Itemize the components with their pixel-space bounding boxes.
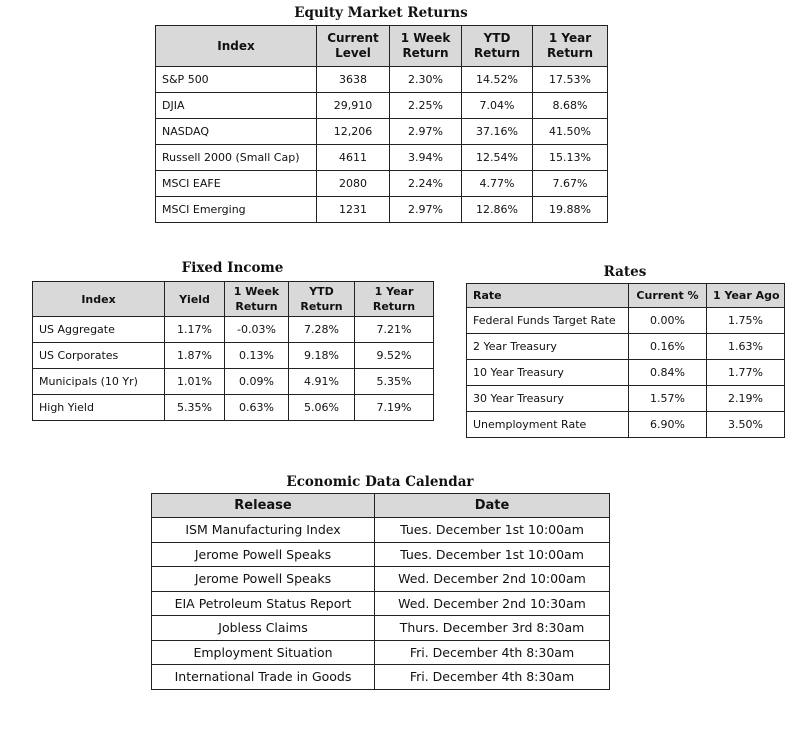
equity-index-name: S&P 500 — [156, 67, 317, 93]
table-row — [152, 518, 610, 543]
equity-week-return: 2.97% — [390, 197, 462, 223]
equity-week-return: 2.25% — [390, 93, 462, 119]
fixed-income-ytd-return: 9.18% — [289, 343, 355, 369]
equity-header-row — [156, 26, 608, 67]
equity-index-name: DJIA — [156, 93, 317, 119]
fixed-income-header-row — [33, 282, 434, 317]
equity-header: YTD Return — [462, 26, 533, 67]
fixed-income-yield: 1.01% — [165, 369, 225, 395]
equity-ytd-return: 12.86% — [462, 197, 533, 223]
calendar-release: ISM Manufacturing Index — [152, 518, 375, 543]
table-row — [152, 640, 610, 665]
fixed-income-year-return: 5.35% — [355, 369, 434, 395]
economic-calendar-table — [151, 493, 610, 690]
equity-index-name: MSCI EAFE — [156, 171, 317, 197]
table-row — [152, 542, 610, 567]
calendar-release: Jobless Claims — [152, 616, 375, 641]
calendar-release: Jerome Powell Speaks — [152, 567, 375, 592]
table-row — [152, 591, 610, 616]
table-row — [152, 665, 610, 690]
equity-header: Current Level — [317, 26, 390, 67]
calendar-date: Fri. December 4th 8:30am — [375, 665, 610, 690]
fixed-income-ytd-return: 7.28% — [289, 317, 355, 343]
rate-current: 1.57% — [629, 386, 707, 412]
calendar-header-row — [152, 494, 610, 518]
rate-name: Unemployment Rate — [467, 412, 629, 438]
equity-year-return: 19.88% — [533, 197, 608, 223]
calendar-release: Jerome Powell Speaks — [152, 542, 375, 567]
fixed-income-table — [32, 281, 434, 421]
fixed-income-header: 1 Week Return — [225, 282, 289, 317]
fixed-income-header: Index — [33, 282, 165, 317]
fixed-income-week-return: 0.09% — [225, 369, 289, 395]
equity-current-level: 3638 — [317, 67, 390, 93]
equity-index-name: Russell 2000 (Small Cap) — [156, 145, 317, 171]
fixed-income-index-name: US Aggregate — [33, 317, 165, 343]
calendar-release: EIA Petroleum Status Report — [152, 591, 375, 616]
fixed-income-yield: 1.17% — [165, 317, 225, 343]
calendar-date: Tues. December 1st 10:00am — [375, 542, 610, 567]
equity-current-level: 4611 — [317, 145, 390, 171]
table-row — [467, 412, 785, 438]
table-row — [156, 93, 608, 119]
rate-current: 0.16% — [629, 334, 707, 360]
rate-current: 0.00% — [629, 308, 707, 334]
calendar-title: Economic Data Calendar — [286, 474, 474, 490]
table-row — [467, 334, 785, 360]
fixed-income-yield: 1.87% — [165, 343, 225, 369]
equity-week-return: 3.94% — [390, 145, 462, 171]
rate-year-ago: 1.63% — [707, 334, 785, 360]
equity-ytd-return: 4.77% — [462, 171, 533, 197]
fixed-income-week-return: -0.03% — [225, 317, 289, 343]
rate-name: 2 Year Treasury — [467, 334, 629, 360]
table-row — [156, 171, 608, 197]
equity-header: Index — [156, 26, 317, 67]
equity-ytd-return: 7.04% — [462, 93, 533, 119]
fixed-income-week-return: 0.63% — [225, 395, 289, 421]
table-row — [33, 369, 434, 395]
equity-returns-table — [155, 25, 608, 223]
rate-current: 6.90% — [629, 412, 707, 438]
equity-year-return: 8.68% — [533, 93, 608, 119]
rates-header-row — [467, 284, 785, 308]
equity-year-return: 15.13% — [533, 145, 608, 171]
fixed-income-header: 1 Year Return — [355, 282, 434, 317]
calendar-date: Wed. December 2nd 10:00am — [375, 567, 610, 592]
equity-week-return: 2.24% — [390, 171, 462, 197]
rate-year-ago: 2.19% — [707, 386, 785, 412]
table-row — [467, 360, 785, 386]
table-row — [33, 317, 434, 343]
equity-title: Equity Market Returns — [294, 5, 468, 21]
fixed-income-ytd-return: 4.91% — [289, 369, 355, 395]
rates-header: Current % — [629, 284, 707, 308]
table-row — [156, 119, 608, 145]
rates-table — [466, 283, 785, 438]
table-row — [467, 386, 785, 412]
calendar-date: Fri. December 4th 8:30am — [375, 640, 610, 665]
calendar-date: Thurs. December 3rd 8:30am — [375, 616, 610, 641]
rates-title: Rates — [603, 264, 647, 280]
table-row — [156, 145, 608, 171]
fixed-income-yield: 5.35% — [165, 395, 225, 421]
fixed-income-year-return: 9.52% — [355, 343, 434, 369]
rate-year-ago: 1.75% — [707, 308, 785, 334]
table-row — [33, 395, 434, 421]
rate-year-ago: 3.50% — [707, 412, 785, 438]
equity-ytd-return: 14.52% — [462, 67, 533, 93]
fixed-income-index-name: US Corporates — [33, 343, 165, 369]
rate-name: 30 Year Treasury — [467, 386, 629, 412]
fixed-income-header: YTD Return — [289, 282, 355, 317]
fixed-income-header: Yield — [165, 282, 225, 317]
fixed-income-ytd-return: 5.06% — [289, 395, 355, 421]
calendar-date: Wed. December 2nd 10:30am — [375, 591, 610, 616]
equity-week-return: 2.30% — [390, 67, 462, 93]
table-row — [33, 343, 434, 369]
calendar-date: Tues. December 1st 10:00am — [375, 518, 610, 543]
rates-header: Rate — [467, 284, 629, 308]
rate-current: 0.84% — [629, 360, 707, 386]
table-row — [152, 616, 610, 641]
table-row — [156, 67, 608, 93]
fixed-income-year-return: 7.21% — [355, 317, 434, 343]
table-row — [152, 567, 610, 592]
equity-ytd-return: 37.16% — [462, 119, 533, 145]
equity-index-name: MSCI Emerging — [156, 197, 317, 223]
calendar-header: Release — [152, 494, 375, 518]
equity-year-return: 41.50% — [533, 119, 608, 145]
equity-current-level: 1231 — [317, 197, 390, 223]
equity-current-level: 12,206 — [317, 119, 390, 145]
table-row — [467, 308, 785, 334]
table-row — [156, 197, 608, 223]
fixed-income-title: Fixed Income — [181, 260, 284, 276]
rate-name: 10 Year Treasury — [467, 360, 629, 386]
calendar-release: International Trade in Goods — [152, 665, 375, 690]
equity-year-return: 17.53% — [533, 67, 608, 93]
fixed-income-week-return: 0.13% — [225, 343, 289, 369]
fixed-income-year-return: 7.19% — [355, 395, 434, 421]
equity-current-level: 29,910 — [317, 93, 390, 119]
equity-header: 1 Week Return — [390, 26, 462, 67]
equity-index-name: NASDAQ — [156, 119, 317, 145]
equity-current-level: 2080 — [317, 171, 390, 197]
calendar-header: Date — [375, 494, 610, 518]
equity-header: 1 Year Return — [533, 26, 608, 67]
rates-header: 1 Year Ago — [707, 284, 785, 308]
equity-week-return: 2.97% — [390, 119, 462, 145]
fixed-income-index-name: High Yield — [33, 395, 165, 421]
equity-year-return: 7.67% — [533, 171, 608, 197]
rate-year-ago: 1.77% — [707, 360, 785, 386]
equity-ytd-return: 12.54% — [462, 145, 533, 171]
fixed-income-index-name: Municipals (10 Yr) — [33, 369, 165, 395]
rate-name: Federal Funds Target Rate — [467, 308, 629, 334]
calendar-release: Employment Situation — [152, 640, 375, 665]
